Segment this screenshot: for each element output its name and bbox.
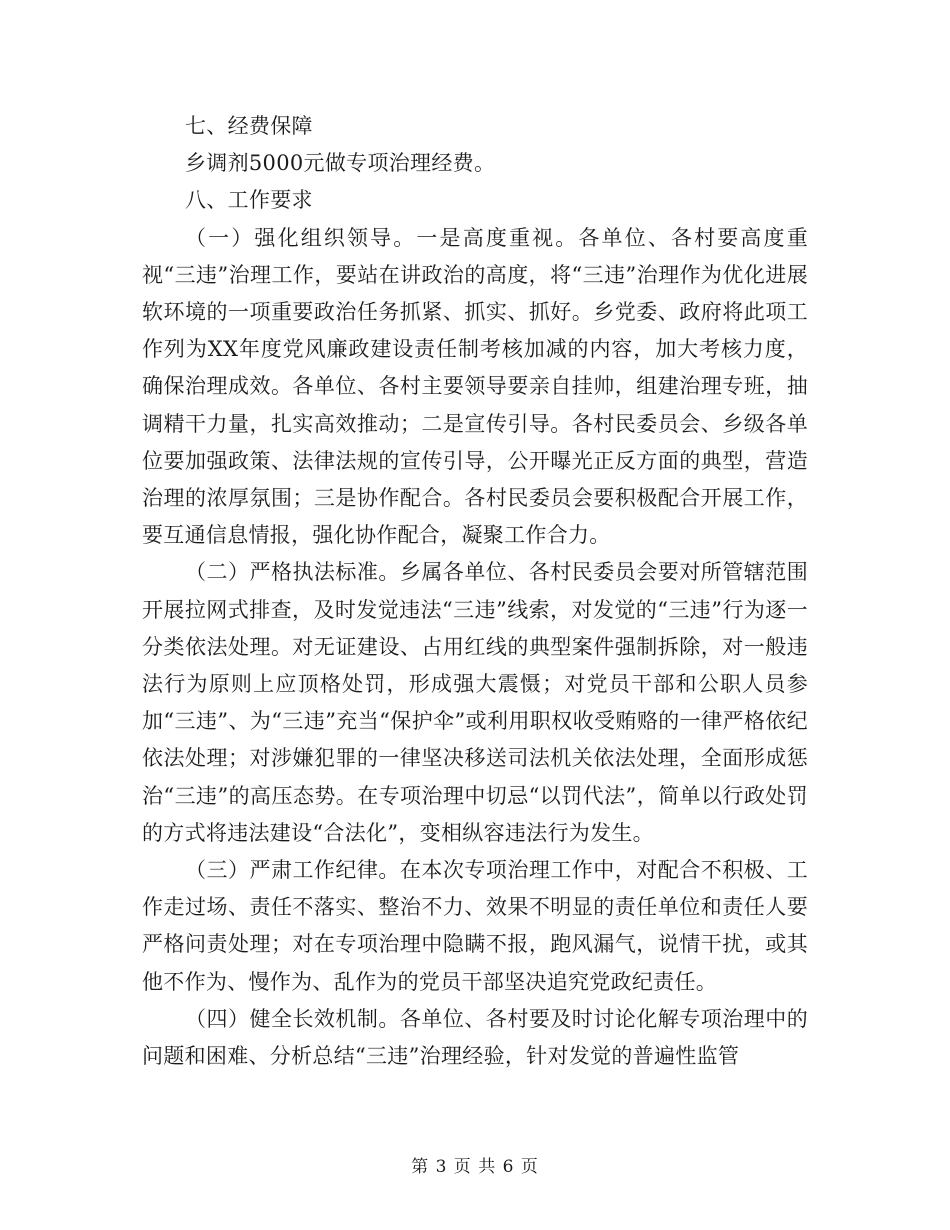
paragraph-organization-leadership: （一）强化组织领导。一是高度重视。各单位、各村要高度重视“三违”治理工作，要站在讲政治的高度，将“三违”治理作为优化进展软环境的一项重要政治任务抓紧、抓实、抓好。乡党委、政府将此项工作列为XX年度党风廉政建设责任制考核加减的内容，加大考核力度，确保治理成效。各单位、各村主要领导要亲自挂帅，组建治理专班，抽调精干力量，扎实高效推动；二是宣传引导。各村民委员会、乡级各单位要加强政策、法律法规的宣传引导，公开曝光正反方面的典型，营造治理的浓厚氛围；三是协作配合。各村民委员会要积极配合开展工作，要互通信息情报，强化协作配合，凝聚工作合力。 xyxy=(142,225,808,548)
paragraph-long-term-mechanism: （四）健全长效机制。各单位、各村要及时讨论化解专项治理中的问题和困难、分析总结“三违”治理经验，针对发觉的普遍性监管 xyxy=(142,1006,808,1069)
document-body xyxy=(142,108,808,1075)
page-number-footer: 第 3 页 共 6 页 xyxy=(411,1157,539,1177)
section-heading-requirements: 八、工作要求 xyxy=(185,188,313,213)
paragraph-law-enforcement: （二）严格执法标准。乡属各单位、各村民委员会要对所管辖范围开展拉网式排查，及时发觉违法“三违”线索，对发觉的“三违”行为逐一分类依法处理。对无证建设、占用红线的典型案件强制拆除，对一般违法行为原则上应顶格处罚，形成强大震慑；对党员干部和公职人员参加“三违”、为“三违”充当“保护伞”或利用职权收受贿赂的一律严格依纪依法处理；对涉嫌犯罪的一律坚决移送司法机关依法处理，全面形成惩治“三违”的高压态势。在专项治理中切忌“以罚代法”，简单以行政处罚的方式将违法建设“合法化”，变相纵容违法行为发生。 xyxy=(142,560,808,845)
paragraph-work-discipline: （三）严肃工作纪律。在本次专项治理工作中，对配合不积极、工作走过场、责任不落实、整治不力、效果不明显的责任单位和责任人要严格问责处理；对在专项治理中隐瞒不报，跑风漏气，说情干扰，或其他不作为、慢作为、乱作为的党员干部坚决追究党政纪责任。 xyxy=(142,858,808,994)
section-heading-funding: 七、经费保障 xyxy=(185,114,313,138)
funding-paragraph: 乡调剂5000元做专项治理经费。 xyxy=(185,151,496,176)
